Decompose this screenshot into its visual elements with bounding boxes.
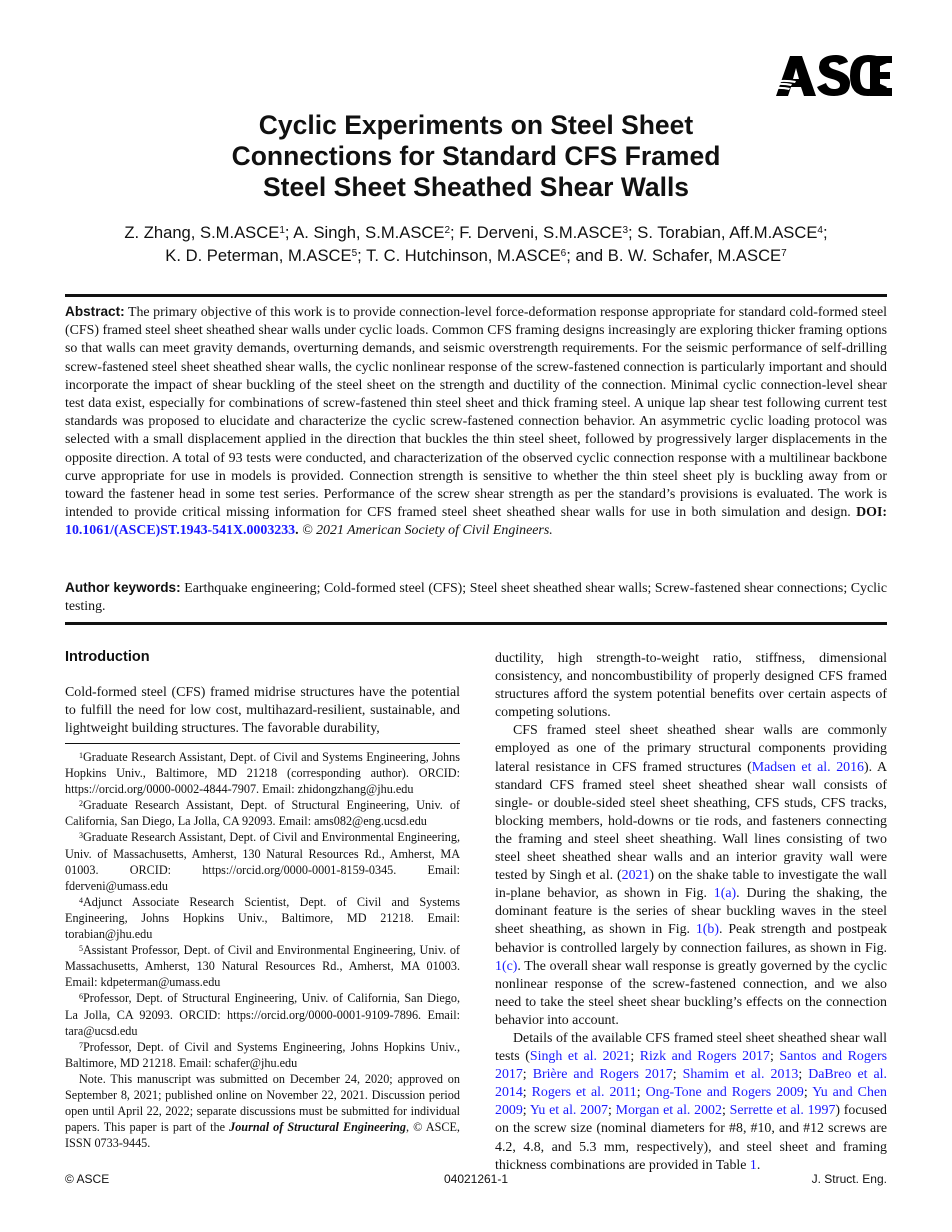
right-column	[495, 650, 887, 1175]
author: K. D. Peterman, M.ASCE$^5$;	[165, 246, 367, 265]
footnote: $^6$Professor, Dept. of Structural Engineering, Univ. of California, San Diego, La Jolla, CA 92093. ORCID: https://orcid.org/0000-0001-9109-7896. Email: tara@ucsd.edu	[65, 991, 460, 1038]
citation-link[interactable]: Morgan et al. 2002	[615, 1103, 722, 1119]
doi-end: .	[295, 523, 299, 539]
asce-logo	[762, 50, 892, 100]
footer-page-id: 04021261-1	[443, 1172, 509, 1186]
divider	[65, 622, 887, 625]
author: Z. Zhang, S.M.ASCE$^1$;	[124, 223, 294, 242]
footnote: $^7$Professor, Dept. of Civil and Systems Engineering, Johns Hopkins Univ., Baltimore, MD 21218. Email: schafer@jhu.edu	[65, 1039, 460, 1070]
footnotes	[65, 749, 460, 1151]
footnote: $^4$Adjunct Associate Research Scientist, Dept. of Civil and Systems Engineering, Johns Hopkins Univ., Baltimore, MD 21218. Email: torabian@jhu.edu	[65, 894, 460, 942]
title-line: Cyclic Experiments on Steel Sheet	[258, 110, 694, 140]
figure-link[interactable]: 1(c)	[495, 958, 518, 974]
keywords-text: Earthquake engineering; Cold-formed steel (CFS); Steel sheet sheathed shear walls; Screw-fastened shear connections; Cyclic testing.	[65, 581, 887, 615]
keywords-label: Author keywords:	[65, 580, 181, 595]
abstract	[65, 303, 887, 541]
footnote: $^5$Assistant Professor, Dept. of Civil and Environmental Engineering, Univ. of Massachusetts, Amherst, 130 Natural Resources Rd., Amherst, MA 01003. Email: kdpeterman@umass.edu	[65, 943, 460, 990]
footer-copyright: © ASCE	[65, 1172, 110, 1186]
abstract-text: The primary objective of this work is to provide connection-level force-deformation response appropriate for standard cold-formed steel (CFS) framed steel sheet sheathed shear walls under cyclic loads. Common CFS framing designs increasingly are exploring thicker framing options so that walls can meet gravity demands, overturning demands, and seismic overstrength requirements. For the seismic performance of self-drilling screw-fastened steel sheet sheathed shear walls, the cyclic nonlinear response of the screw-fastened connection is particularly important and should incorporate the impact of shear buckling of the steel sheet on the strength and ductility of the connection. Minimal cyclic connection-level shear test data exist, especially for combinations of screw-fastened thin steel sheet and thick framing steel. A unique lap shear test following current test standards was proposed to elucidate and characterize the cyclic screw-fastened connection behavior. An asymmetric cyclic loading protocol was selected with a small displacement applied in the direction that buckles the thin steel sheet, followed by progressively larger displacements in the opposite direction. A total of 93 tests were conducted, and characterization of the observed cyclic connection response with a multilinear backbone curve appropriate for use in models is provided. Connection strength is sensitive to whether the thin steel sheet ply is buckling away from or toward the fastener head in some test series. Performance of the screw shear strength as per the standard’s provisions is evaluated. The work is intended to provide critical missing information for CFS framed steel sheet sheathed shear walls for use in both simulation and design.	[65, 305, 887, 521]
intro-paragraph: CFS framed steel sheet sheathed shear walls are commonly employed as one of the primary structural components providing lateral resistance in CFS framed structures (Madsen et al. 2016). A standard CFS framed steel sheet sheathed shear wall consists of single- or double-sided steel sheet sheathing, CFS studs, CFS tracks, blocking members, hold-downs or tie rods, and fasteners connecting the framing and steel sheet sheathing. Wall lines consisting of two steel sheet sheathed shear walls and an interior gravity wall were tested by Singh et al. (2021) on the shake table to investigate the wall in-plane behavior, as shown in Fig. 1(a). During the shaking, the dominant feature is the series of shear buckling waves in the steel sheet sheathing, as shown in Fig. 1(b). Peak strength and postpeak behavior is controlled largely by connection failures, as shown in Fig. 1(c). The overall shear wall response is greatly governed by the cyclic nonlinear response of the screw-fastened connection, and we also need to take the steel sheet shear buckling’s effects on the connection behavior into account.	[495, 723, 888, 1028]
table-link[interactable]: 1	[749, 1157, 757, 1173]
citation-link[interactable]: 2021	[621, 868, 650, 884]
citation-link[interactable]: Serrette et al. 1997	[729, 1103, 836, 1119]
footnote: $^2$Graduate Research Assistant, Dept. of Structural Engineering, Univ. of California, San Diego, La Jolla, CA 92093. Email: ams082@eng.ucsd.edu	[65, 798, 460, 829]
section-heading: Introduction	[65, 649, 150, 665]
citation-link[interactable]: Ong-Tone and Rogers 2009	[645, 1085, 804, 1101]
figure-link[interactable]: 1(a)	[713, 886, 737, 902]
author-list	[70, 221, 882, 267]
intro-paragraph: Cold-formed steel (CFS) framed midrise structures have the potential to fulfill the need for low cost, multihazard-resilient, sustainable, and lightweight building structures. The favorable durability,	[65, 685, 460, 737]
citation-link[interactable]: Santos and Rogers 2017	[495, 1049, 887, 1083]
citation-link[interactable]: Shamim et al. 2013	[682, 1067, 799, 1083]
doi-label: DOI:	[856, 505, 887, 521]
journal-name: Journal of Structural Engineering	[229, 1120, 406, 1135]
copyright: © 2021 American Society of Civil Engineers.	[302, 523, 553, 539]
asce-logo-icon	[762, 50, 892, 100]
doi-link[interactable]: 10.1061/(ASCE)ST.1943-541X.0003233	[65, 523, 296, 539]
manuscript-note: Note. This manuscript was submitted on December 24, 2020; approved on September 8, 2021; published online on November 22, 2021. Discussion period open until April 22, 2022; separate discussions must be submitted for individual papers. This paper is part of the Journal of Structural Engineering, © ASCE, ISSN 0733-9445.	[65, 1071, 460, 1151]
abstract-label: Abstract:	[65, 304, 125, 319]
citation-link[interactable]: Yu and Chen 2009	[495, 1085, 888, 1119]
citation-link[interactable]: Brière and Rogers 2017	[532, 1067, 673, 1083]
title-line: Steel Sheet Sheathed Shear Walls	[262, 172, 690, 202]
citation-link[interactable]: Madsen et al. 2016	[751, 759, 864, 775]
citation-link[interactable]: Yu et al. 2007	[529, 1103, 608, 1119]
author: S. Torabian, Aff.M.ASCE$^4$;	[637, 223, 828, 242]
citation-link[interactable]: Rizk and Rogers 2017	[639, 1049, 770, 1065]
intro-paragraph: Details of the available CFS framed steel sheet sheathed shear wall tests (Singh et al. 2021; Rizk and Rogers 2017; Santos and Rogers 2017; Brière and Rogers 2017; Shamim et al. 2013; DaBreo et al. 2014; Rogers et al. 2011; Ong-Tone and Rogers 2009; Yu and Chen 2009; Yu et al. 2007; Morgan et al. 2002; Serrette et al. 1997) focused on the screw size (nominal diameters for #8, #10, and #12 screws are 4.2, 4.8, and 5.3 mm, respectively), and steel sheet and framing thickness combinations are provided in Table 1.	[495, 1030, 888, 1173]
footnote: $^1$Graduate Research Assistant, Dept. of Civil and Systems Engineering, Johns Hopkins Univ., Baltimore, MD 21218 (corresponding author). ORCID: https://orcid.org/0000-0002-4844-7907. Email: zhidongzhang@jhu.edu	[65, 750, 460, 797]
author-keywords	[65, 579, 887, 616]
title-line: Connections for Standard CFS Framed	[231, 141, 721, 171]
figure-link[interactable]: 1(b)	[695, 922, 720, 938]
footnote-divider	[65, 743, 460, 744]
footnote: $^3$Graduate Research Assistant, Dept. of Civil and Environmental Engineering, Univ. of Massachusetts, Amherst, 130 Natural Resources Rd., Amherst, MA 01003. ORCID: https://orcid.org/0000-0001-8159-0345. Email: fderveni@umass.edu	[65, 830, 460, 893]
author: B. W. Schafer, M.ASCE$^7$	[607, 246, 787, 265]
author: F. Derveni, S.M.ASCE$^3$;	[459, 223, 638, 242]
author-line	[70, 244, 882, 267]
citation-link[interactable]: Rogers et al. 2011	[531, 1085, 637, 1101]
paper-title	[150, 110, 802, 203]
footer-journal: J. Struct. Eng.	[811, 1172, 887, 1186]
author-line	[70, 221, 882, 244]
intro-paragraph: ductility, high strength-to-weight ratio, stiffness, dimensional consistency, and noncombustibility of properly designed CFS framed structures afford the system potential benefits over certain aspects of competing solutions.	[495, 651, 887, 721]
author: A. Singh, S.M.ASCE$^2$;	[293, 223, 460, 242]
citation-link[interactable]: DaBreo et al. 2014	[495, 1067, 888, 1101]
author: T. C. Hutchinson, M.ASCE$^6$; and	[366, 246, 608, 265]
citation-link[interactable]: Singh et al. 2021	[529, 1049, 631, 1065]
divider	[65, 294, 887, 297]
